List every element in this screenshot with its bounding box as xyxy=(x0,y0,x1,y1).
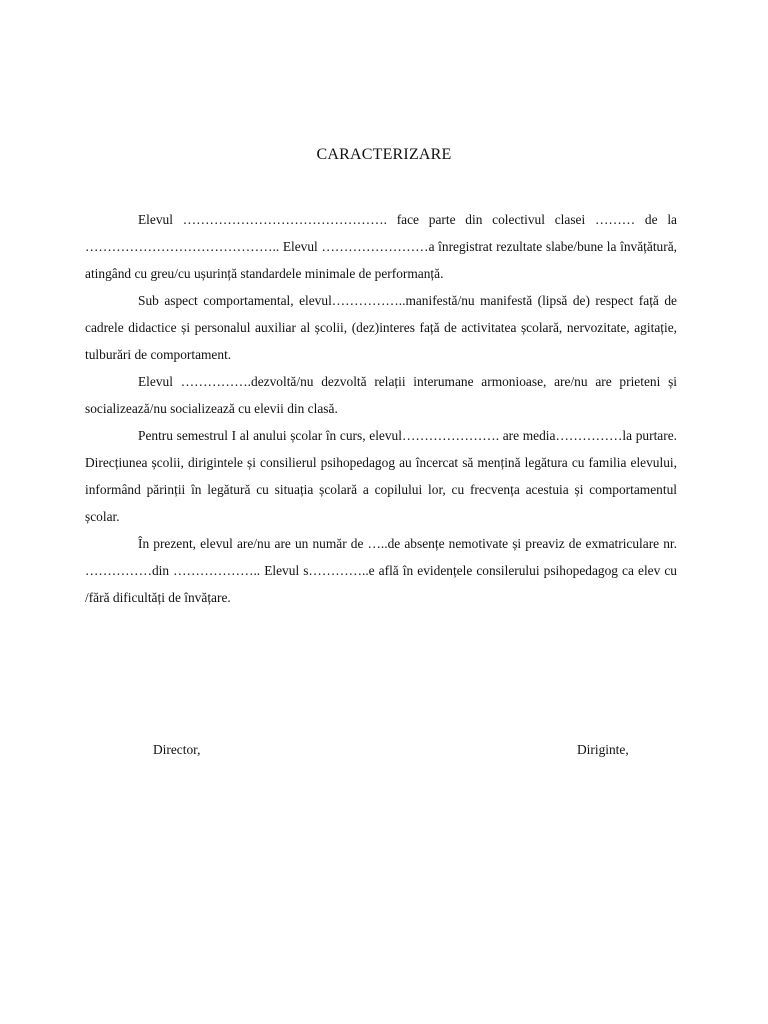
paragraph-relations: Elevul …………….dezvoltă/nu dezvoltă relații interumane armonioase, are/nu are prieteni și socializează/nu socializează cu elevii din clasă. xyxy=(85,374,677,416)
paragraph-class-results: Elevul ………………………………………. face parte din colectivul clasei ……… de la …………………………………….. Elevul ……………………a înregistrat rezultate slabe/bune la învățătură, atingând cu greu/cu ușurință standardele minimale de performanță. xyxy=(85,212,677,281)
paragraph-behavior: Sub aspect comportamental, elevul……………..manifestă/nu manifestă (lipsă de) respect față de cadrele didactice și personalul auxiliar al școlii, (dez)interes față de activitatea școlară, nervozitate, agitație, tulburări de comportament. xyxy=(85,293,677,362)
signature-director: Director, xyxy=(153,742,201,757)
paragraph-semester-grade: Pentru semestrul I al anului școlar în curs, elevul…………………. are media……………la purtare. Direcțiunea școlii, dirigintele și consilierul psihopedagog au încercat să mențină legătura cu familia elevului, informând părinții în legătură cu situația școlară a copilului lor, cu frecvența acestuia și comportamentul școlar. xyxy=(85,428,677,524)
signature-diriginte: Diriginte, xyxy=(577,742,629,757)
document-title: CARACTERIZARE xyxy=(316,146,452,163)
paragraph-absences: În prezent, elevul are/nu are un număr de …..de absențe nemotivate și preaviz de exmatriculare nr. ……………din ……………….. Elevul s…………..e află în evidențele consilerului psihopedagog ca elev cu /fără dificultăți de învățare. xyxy=(85,536,677,605)
document-body xyxy=(85,206,677,611)
